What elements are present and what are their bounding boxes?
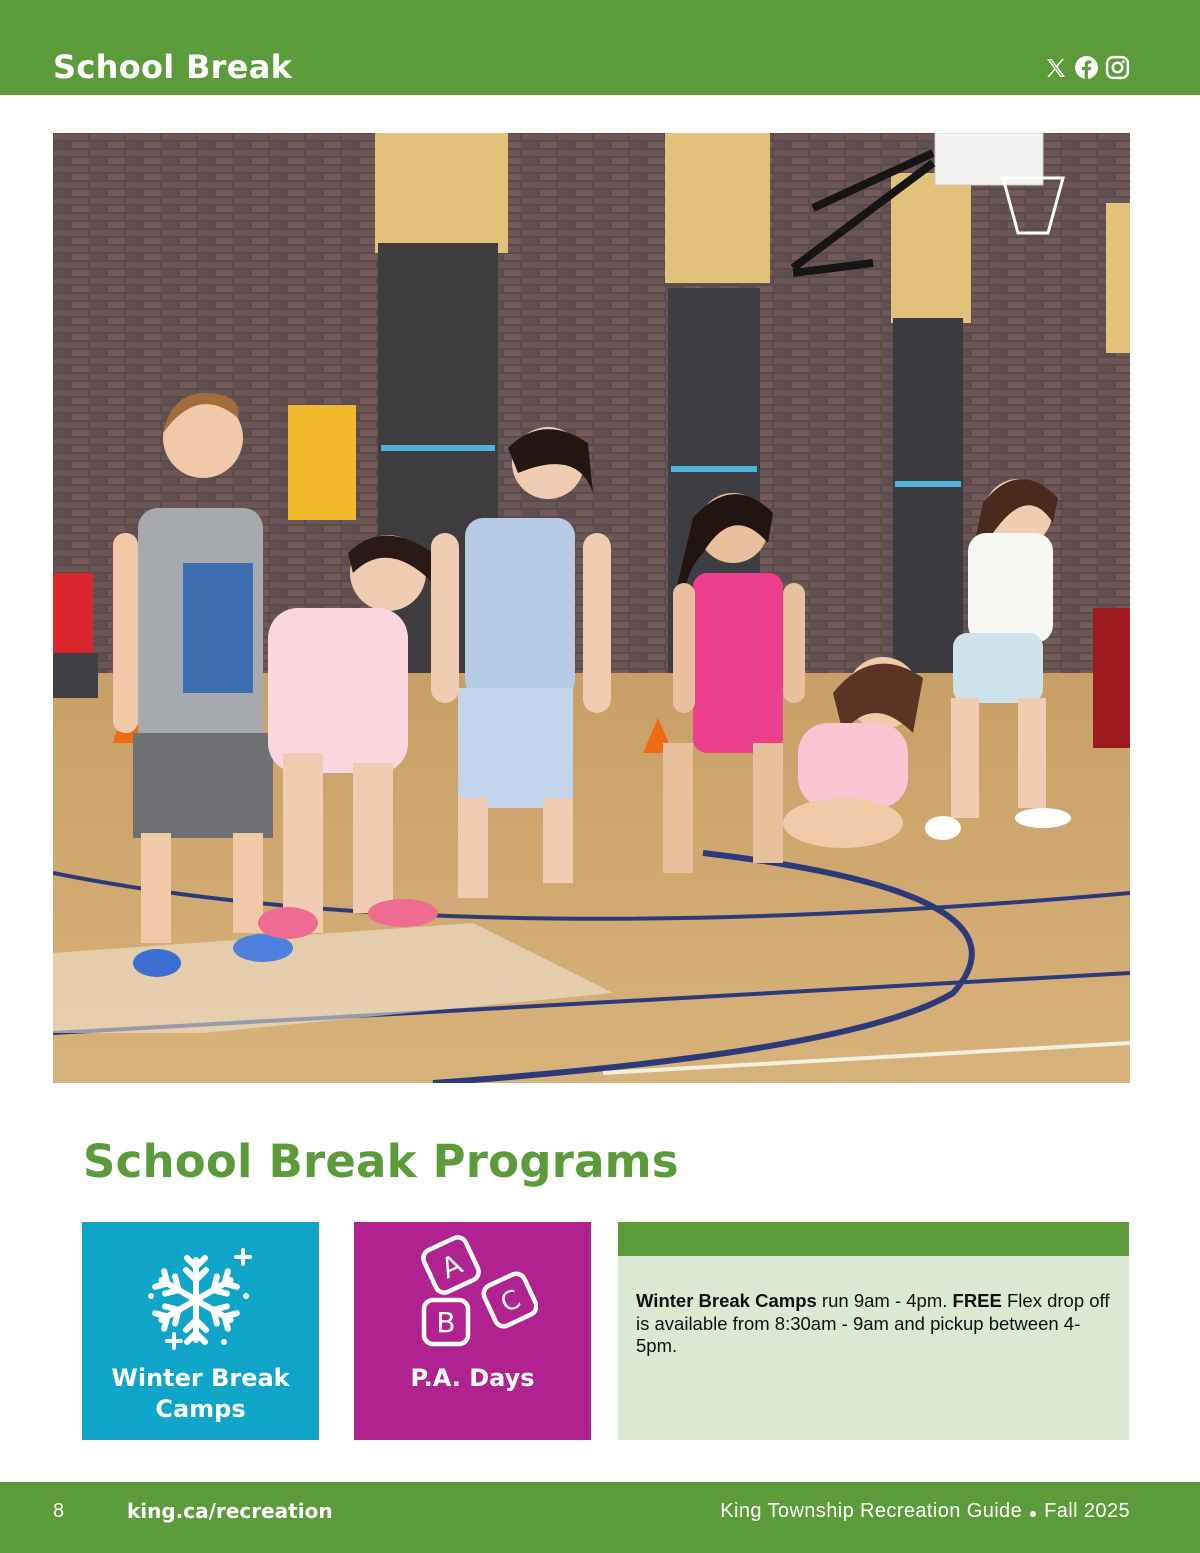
- tile-label-line: Winter Break: [111, 1364, 290, 1392]
- svg-text:B: B: [435, 1306, 456, 1339]
- instagram-icon[interactable]: [1105, 55, 1130, 80]
- svg-text:A: A: [435, 1247, 467, 1286]
- page-section-title: School Break: [53, 48, 293, 86]
- page-number: 8: [53, 1500, 65, 1522]
- photo-illustration: [53, 133, 1130, 1083]
- footer-guide-info: [720, 1500, 1130, 1523]
- info-box-header-bar: [618, 1222, 1129, 1256]
- winter-break-camps-tile[interactable]: [82, 1222, 319, 1440]
- children-in-gym-photo: [53, 133, 1130, 1083]
- facebook-icon[interactable]: [1074, 55, 1099, 80]
- website-link[interactable]: king.ca/recreation: [127, 1499, 333, 1523]
- pa-days-label: P.A. Days: [410, 1364, 535, 1392]
- winter-camp-info-box: [618, 1222, 1129, 1440]
- header-bar: [0, 0, 1200, 95]
- info-bold-camps: Winter Break Camps: [636, 1290, 817, 1311]
- winter-break-camps-label: [82, 1363, 319, 1425]
- info-text-flex: Flex drop off is available from 8:30am - 9am and pickup between 4-5pm.: [636, 1290, 1110, 1356]
- snowflake-icon: [146, 1244, 256, 1354]
- svg-text:C: C: [495, 1284, 525, 1320]
- x-icon[interactable]: [1044, 56, 1068, 80]
- section-heading: School Break Programs: [83, 1135, 679, 1188]
- footer-bar: [0, 1482, 1200, 1553]
- abc-blocks-icon: [408, 1234, 538, 1349]
- guide-title: King Township Recreation Guide: [720, 1500, 1023, 1522]
- season-label: Fall 2025: [1044, 1500, 1130, 1522]
- info-text-hours: run 9am - 4pm.: [816, 1290, 953, 1311]
- pa-days-tile[interactable]: [354, 1222, 591, 1440]
- tile-label-line: Camps: [155, 1395, 246, 1423]
- social-links: [1044, 55, 1130, 80]
- info-bold-free: FREE: [952, 1290, 1002, 1311]
- winter-camp-info-text: [636, 1290, 1113, 1358]
- bullet-separator: [1030, 1511, 1036, 1517]
